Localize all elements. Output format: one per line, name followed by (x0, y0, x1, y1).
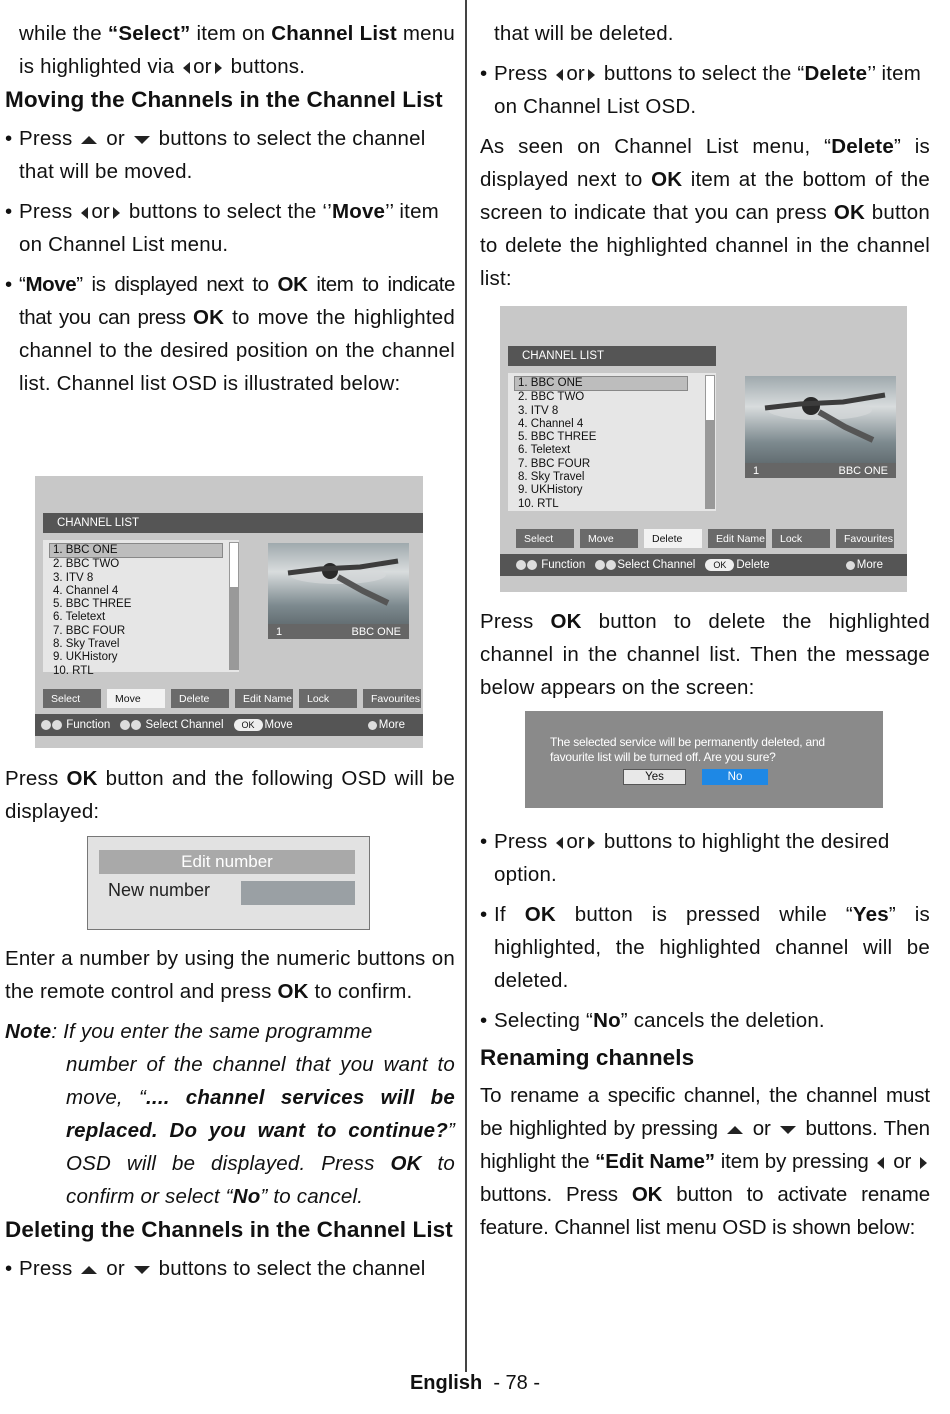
channel-item[interactable]: 9. UKHistory (53, 651, 118, 664)
paragraph-continued: that will be deleted. (494, 22, 674, 45)
heading-moving: Moving the Channels in the Channel List (5, 87, 443, 112)
osd-button-select[interactable]: Select (516, 529, 574, 548)
osd-scrollbar[interactable] (229, 542, 239, 670)
channel-item[interactable]: 10. RTL (518, 497, 559, 510)
right-arrow-icon (920, 1157, 927, 1169)
left-column (5, 0, 455, 400)
channel-preview: 1 BBC ONE (268, 543, 409, 639)
left-arrow-icon (81, 207, 88, 219)
osd-scrollbar[interactable] (705, 375, 715, 509)
yes-button[interactable]: Yes (623, 769, 686, 785)
channel-item[interactable]: 3. ITV 8 (53, 571, 94, 584)
channel-item[interactable]: 6. Teletext (518, 444, 571, 457)
bullet-move-ok: • “Move” is displayed next to OK item to indicate that you can press OK to move the highlighted channel to the desired position on the channel list. Channel list OSD is illustrated below: (5, 273, 455, 395)
down-arrow-icon (134, 136, 150, 144)
channel-item[interactable]: 10. RTL (53, 664, 94, 677)
osd-footer: Function Select Channel OK Delete More (500, 554, 907, 576)
osd-button-favourites[interactable]: Favourites (836, 529, 894, 548)
info-icon (368, 721, 377, 730)
osd-button-bar (516, 529, 894, 548)
osd-button-favourites[interactable]: Favourites (363, 689, 421, 708)
osd-button-bar (43, 689, 421, 708)
up-down-icon (595, 560, 605, 570)
bullet-delete-item: • Press or buttons to select the “Delete’’ item on Channel List OSD. (480, 62, 922, 118)
heading-deleting: Deleting the Channels in the Channel List (5, 1217, 453, 1242)
left-arrow-icon (183, 62, 190, 74)
paragraph-press-ok: Press OK button and the following OSD will be displayed: (5, 767, 455, 823)
left-right-icon (516, 560, 526, 570)
info-icon (846, 561, 855, 570)
osd-button-delete[interactable]: Delete (644, 529, 702, 548)
column-divider (465, 0, 467, 1372)
note-continued: number of the channel that you want to move, “.... channel services will be replaced. Do you want to continue?” OSD will be displayed. Press OK to confirm or select “No” to cancel. (66, 1053, 455, 1208)
channel-item[interactable]: 7. BBC FOUR (518, 457, 591, 470)
osd-button-move[interactable]: Move (580, 529, 638, 548)
edit-number-dialog (87, 836, 370, 930)
footer-language: English (409, 1372, 483, 1394)
channel-item[interactable]: 5. BBC THREE (518, 431, 597, 444)
paragraph-enter-number: Enter a number by using the numeric buttons on the remote control and press OK to confirm. (5, 947, 455, 1003)
heading-renaming: Renaming channels (480, 1045, 695, 1070)
no-button[interactable]: No (702, 769, 768, 785)
channel-list-osd-delete (500, 306, 907, 592)
new-number-label: New number (108, 880, 211, 900)
paragraph-intro: while the “Select” item on Channel List menu is highlighted via or buttons. (19, 22, 455, 78)
channel-item[interactable]: 4. Channel 4 (53, 584, 119, 597)
channel-item[interactable]: 8. Sky Travel (53, 638, 120, 651)
channel-preview: 1 BBC ONE (745, 376, 896, 478)
osd-title: CHANNEL LIST (508, 346, 716, 366)
left-arrow-icon (877, 1157, 884, 1169)
channel-item[interactable]: 6. Teletext (53, 611, 106, 624)
right-arrow-icon (588, 69, 595, 81)
osd-button-lock[interactable]: Lock (772, 529, 830, 548)
bullet-delete-select: • Press or buttons to select the channel (5, 1257, 426, 1280)
osd-footer: Function Select Channel OK Move More (35, 714, 423, 736)
paragraph-as-seen: As seen on Channel List menu, “Delete” is displayed next to OK item at the bottom of the screen to indicate that you can press OK button to delete the highlighted channel in the channel list: (480, 135, 931, 290)
paragraph-press-ok-delete: Press OK button to delete the highlighted channel in the channel list. Then the message below appears on the screen: (480, 610, 930, 699)
channel-item[interactable]: 1. BBC ONE (514, 376, 688, 391)
channel-item[interactable]: 1. BBC ONE (49, 543, 223, 558)
up-down-icon (120, 720, 130, 730)
down-arrow-icon (134, 1266, 150, 1274)
note: Note: If you enter the same programme (5, 1020, 373, 1043)
channel-item[interactable]: 3. ITV 8 (518, 404, 559, 417)
left-arrow-icon (556, 69, 563, 81)
osd-button-edit-name[interactable]: Edit Name (708, 529, 766, 548)
page-footer (0, 1372, 950, 1395)
paragraph-rename: To rename a specific channel, the channel must be highlighted by pressing or buttons. Then highlight the “Edit Name” item by pressing or buttons. Press OK button to activate rename feature. Channel list menu OSD is shown below: (480, 1084, 930, 1239)
bullet-move-select: • Press or buttons to select the channel that will be moved. (5, 127, 426, 183)
channel-item[interactable]: 9. UKHistory (518, 484, 583, 497)
right-arrow-icon (588, 837, 595, 849)
channel-item[interactable]: 2. BBC TWO (53, 558, 120, 571)
page-number: - 78 - (493, 1372, 541, 1394)
osd-button-move[interactable]: Move (107, 689, 165, 708)
bullet-yes: • If OK button is pressed while “Yes” is highlighted, the highlighted channel will be deleted. (480, 903, 930, 992)
osd-button-select[interactable]: Select (43, 689, 101, 708)
right-column (480, 0, 930, 295)
right-column-middle (480, 605, 930, 704)
bullet-no: • Selecting “No” cancels the deletion. (480, 1009, 825, 1032)
left-column-lower (5, 762, 455, 828)
left-column-bottom (5, 942, 455, 1285)
bullet-move-item: • Press or buttons to select the ‘’Move’’ item on Channel List menu. (5, 200, 439, 256)
left-right-icon (41, 720, 51, 730)
up-arrow-icon (81, 1266, 97, 1274)
osd-button-delete[interactable]: Delete (171, 689, 229, 708)
up-arrow-icon (727, 1126, 743, 1134)
up-arrow-icon (81, 136, 97, 144)
down-arrow-icon (780, 1126, 796, 1134)
new-number-input[interactable] (241, 881, 355, 905)
channel-item[interactable]: 7. BBC FOUR (53, 624, 126, 637)
bullet-highlight-option: • Press or buttons to highlight the desired option. (480, 830, 890, 886)
osd-title: CHANNEL LIST (43, 513, 423, 533)
osd-button-lock[interactable]: Lock (299, 689, 357, 708)
right-column-lower (480, 818, 930, 1244)
edit-number-title: Edit number (99, 850, 355, 874)
channel-item[interactable]: 5. BBC THREE (53, 598, 132, 611)
osd-channel-list[interactable] (508, 373, 716, 511)
delete-confirm-dialog (525, 711, 883, 808)
channel-item[interactable]: 2. BBC TWO (518, 391, 585, 404)
channel-item[interactable]: 8. Sky Travel (518, 471, 585, 484)
right-arrow-icon (215, 62, 222, 74)
channel-list-osd-move (35, 476, 423, 748)
channel-item[interactable]: 4. Channel 4 (518, 417, 584, 430)
osd-channel-list[interactable] (43, 540, 239, 677)
left-arrow-icon (556, 837, 563, 849)
confirm-message: The selected service will be permanently deleted, and favourite list will be turned off. Are you sure? (550, 735, 825, 764)
osd-button-edit-name[interactable]: Edit Name (235, 689, 293, 708)
right-arrow-icon (113, 207, 120, 219)
